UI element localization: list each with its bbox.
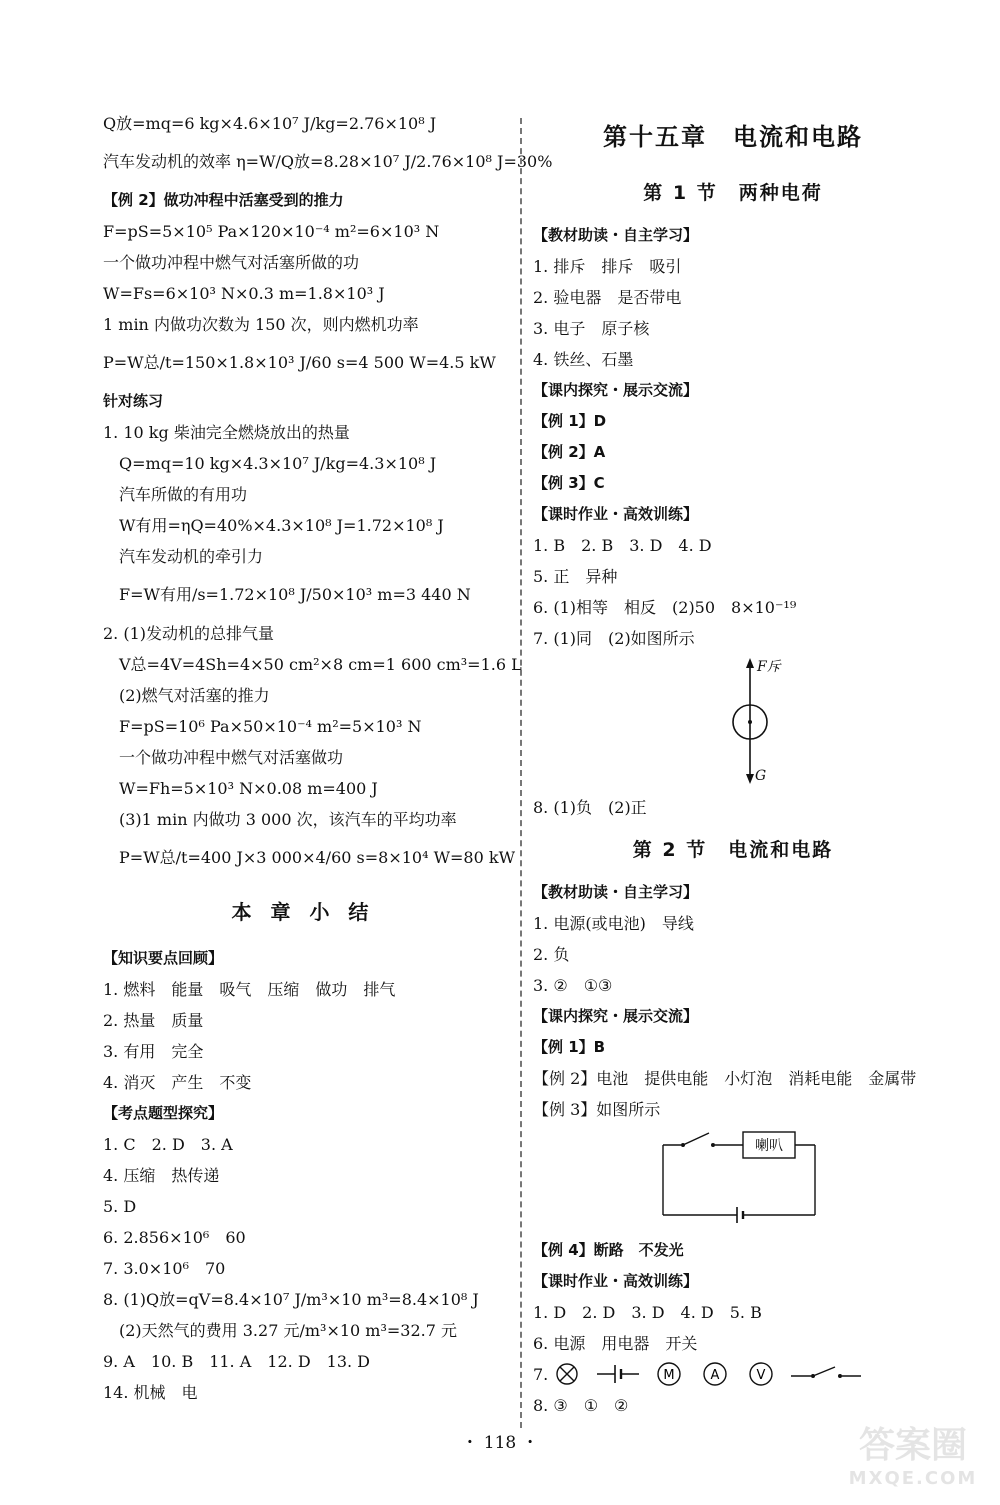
text-line: 1. 10 kg 柴油完全燃烧放出的热量 (103, 423, 350, 442)
text-line: 8. (1)负 (2)正 (533, 798, 647, 817)
text-line: 1 min 内做功次数为 150 次，则内燃机功率 (103, 315, 419, 334)
example-answer: 【例 4】断路 不发光 (533, 1241, 684, 1259)
voltmeter-letter: V (756, 1368, 766, 1383)
section-label: 【考点题型探究】 (103, 1104, 224, 1122)
text-line: 2. 热量 质量 (103, 1011, 204, 1030)
gravity-label: G (755, 768, 767, 784)
circuit-diagram (533, 1125, 933, 1235)
text-line: W=Fh=5×10³ N×0.08 m=400 J (119, 779, 378, 798)
text-line: 1. 电源(或电池) 导线 (533, 914, 694, 933)
lamp-symbol (557, 1364, 577, 1384)
example-answer: 【例 2】电池 提供电能 小灯泡 消耗电能 金属带 (533, 1069, 917, 1088)
text-line: (2)燃气对活塞的推力 (119, 686, 270, 705)
text-line: F=W有用/s=1.72×10⁸ J/50×10³ m=3 440 N (119, 585, 471, 604)
text-line: 2. 负 (533, 945, 570, 964)
section-label: 【知识要点回顾】 (103, 949, 224, 967)
switch-contact (711, 1143, 715, 1147)
arrow-head-up (746, 658, 754, 668)
text-line: 14. 机械 电 (103, 1383, 198, 1402)
watermark-logo-text: 答案圈 (858, 1425, 967, 1466)
text-line: 8. ③ ① ② (533, 1396, 629, 1415)
text-line: 一个做功冲程中燃气对活塞所做的功 (103, 253, 360, 272)
ammeter-symbol (704, 1363, 726, 1385)
text-line: 5. 正 异种 (533, 567, 618, 586)
repulsion-force-label: F斥 (757, 659, 781, 675)
text-line: 7. (1)同 (2)如图所示 (533, 629, 695, 648)
summary-title: 本 章 小 结 (231, 900, 375, 924)
text-line: Q=mq=10 kg×4.3×10⁷ J/kg=4.3×10⁸ J (119, 454, 437, 473)
example-heading: 【例 2】做功冲程中活塞受到的推力 (103, 191, 344, 209)
text-line: 6. (1)相等 相反 (2)50 8×10⁻¹⁹ (533, 598, 797, 617)
example-answer: 【例 1】D (533, 412, 607, 430)
page-number: ・ 118 ・ (461, 1433, 539, 1453)
text-line: 6. 电源 用电器 开关 (533, 1334, 698, 1353)
watermark (838, 1417, 988, 1497)
section-label: 【课内探究・展示交流】 (533, 381, 699, 399)
text-line: W有用=ηQ=40%×4.3×10⁸ J=1.72×10⁸ J (119, 516, 444, 535)
text-line: 1. 排斥 排斥 吸引 (533, 257, 682, 276)
text-line: 1. 燃料 能量 吸气 压缩 做功 排气 (103, 980, 396, 999)
circuit-diagram-svg (533, 1125, 933, 1235)
speaker-label: 喇叭 (755, 1138, 783, 1154)
text-line: 9. A 10. B 11. A 12. D 13. D (103, 1352, 371, 1371)
text-line: 4. 消灭 产生 不变 (103, 1073, 252, 1092)
example-answer: 【例 3】如图所示 (533, 1100, 661, 1119)
text-line: (2)天然气的费用 3.27 元/m³×10 m³=32.7 元 (119, 1321, 457, 1340)
text-line: 3. 有用 完全 (103, 1042, 204, 1061)
example-answer: 【例 1】B (533, 1038, 606, 1056)
switch-blade (683, 1133, 709, 1145)
section-title: 第 2 节 电流和电路 (632, 839, 834, 861)
text-line: 汽车发动机的牵引力 (119, 547, 264, 566)
section-label: 【教材助读・自主学习】 (533, 226, 699, 244)
column-divider (520, 118, 522, 1428)
practice-heading: 针对练习 (103, 392, 164, 410)
text-line: 6. 2.856×10⁶ 60 (103, 1228, 246, 1247)
battery-symbol (597, 1365, 639, 1383)
text-line: 4. 铁丝、石墨 (533, 350, 634, 369)
section-label: 【教材助读・自主学习】 (533, 883, 699, 901)
text-line: 7. 3.0×10⁶ 70 (103, 1259, 226, 1278)
chapter-title: 第十五章 电流和电路 (603, 123, 863, 151)
arrow-head-down (746, 774, 754, 784)
ball-center (748, 720, 752, 724)
question-number: 7. (533, 1365, 549, 1384)
watermark-url: MXQE.COM (848, 1468, 978, 1489)
voltmeter-symbol (750, 1363, 772, 1385)
text-line: 汽车所做的有用功 (119, 485, 248, 504)
text-line: 汽车发动机的效率 η=W/Q放=8.28×10⁷ J/2.76×10⁸ J=30% (103, 152, 553, 171)
text-line: 4. 压缩 热传递 (103, 1166, 220, 1185)
example-answer: 【例 3】C (533, 474, 605, 492)
right-column (533, 108, 933, 1421)
symbols-line (533, 1359, 933, 1390)
motor-symbol (658, 1363, 680, 1385)
text-line: 1. C 2. D 3. A (103, 1135, 233, 1154)
text-line: 1. B 2. B 3. D 4. D (533, 536, 712, 555)
text-line: 1. D 2. D 3. D 4. D 5. B (533, 1303, 762, 1322)
force-diagram (533, 654, 933, 792)
switch-symbol (791, 1367, 861, 1378)
text-line: (3)1 min 内做功 3 000 次，该汽车的平均功率 (119, 810, 457, 829)
text-line: P=W总/t=150×1.8×10³ J/60 s=4 500 W=4.5 kW (103, 353, 496, 372)
text-line: 3. 电子 原子核 (533, 319, 650, 338)
force-diagram-svg (533, 654, 933, 792)
text-line: 一个做功冲程中燃气对活塞做功 (119, 748, 344, 767)
text-line: 5. D (103, 1197, 137, 1216)
text-line: F=pS=10⁶ Pa×50×10⁻⁴ m²=5×10³ N (119, 717, 422, 736)
text-line: 2. 验电器 是否带电 (533, 288, 682, 307)
text-line: W=Fs=6×10³ N×0.3 m=1.8×10³ J (103, 284, 385, 303)
ammeter-letter: A (710, 1368, 720, 1383)
circuit-symbols (555, 1359, 885, 1390)
text-line: P=W总/t=400 J×3 000×4/60 s=8×10⁴ W=80 kW (119, 848, 516, 867)
section-label: 【课内探究・展示交流】 (533, 1007, 699, 1025)
section-title: 第 1 节 两种电荷 (643, 182, 823, 204)
text-line: 2. (1)发动机的总排气量 (103, 624, 275, 643)
motor-letter: M (663, 1368, 675, 1383)
text-line: V总=4V=4Sh=4×50 cm²×8 cm=1 600 cm³=1.6 L (119, 655, 522, 674)
text-line: 3. ② ①③ (533, 976, 613, 995)
example-answer: 【例 2】A (533, 443, 606, 461)
text-line: F=pS=5×10⁵ Pa×120×10⁻⁴ m²=6×10³ N (103, 222, 440, 241)
section-label: 【课时作业・高效训练】 (533, 1272, 699, 1290)
section-label: 【课时作业・高效训练】 (533, 505, 699, 523)
text-line: Q放=mq=6 kg×4.6×10⁷ J/kg=2.76×10⁸ J (103, 114, 437, 133)
text-line: 8. (1)Q放=qV=8.4×10⁷ J/m³×10 m³=8.4×10⁸ J (103, 1290, 479, 1309)
